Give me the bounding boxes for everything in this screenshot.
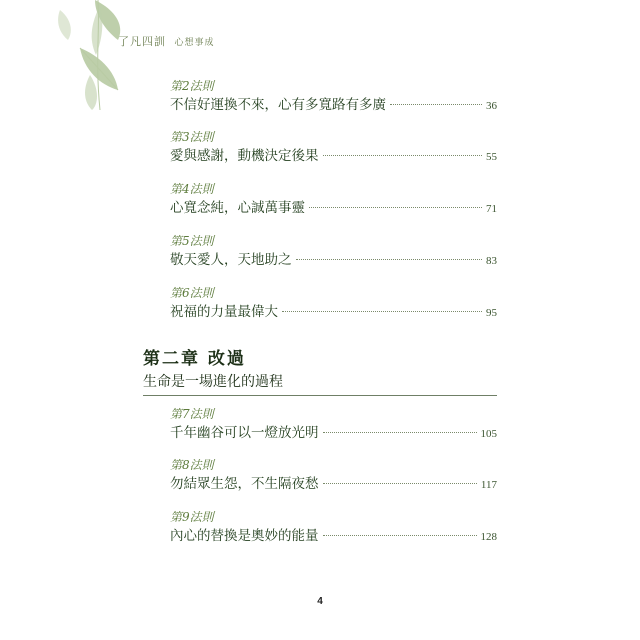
chapter-heading[interactable] bbox=[143, 347, 497, 396]
toc-line bbox=[170, 474, 497, 494]
toc-line bbox=[170, 146, 497, 166]
dot-leader bbox=[296, 259, 483, 260]
entry-title: 心寬念純，心誠萬事靈 bbox=[170, 200, 305, 216]
toc-entry-law-6[interactable] bbox=[170, 284, 497, 322]
law-label: 第8法則 bbox=[170, 458, 214, 472]
toc-line bbox=[170, 250, 497, 270]
dot-leader bbox=[309, 207, 482, 208]
page-ref: 83 bbox=[486, 255, 497, 267]
entry-title: 內心的替換是奧妙的能量 bbox=[170, 528, 319, 544]
law-label: 第9法則 bbox=[170, 510, 214, 524]
entry-title: 勿結眾生怨，不生隔夜愁 bbox=[170, 476, 319, 492]
chapter-title: 第二章 改過 bbox=[143, 349, 246, 369]
toc-entry-law-5[interactable] bbox=[170, 232, 497, 270]
law-label: 第3法則 bbox=[170, 130, 214, 144]
book-subtitle: 心想事成 bbox=[174, 38, 215, 48]
entry-title: 敬天愛人，天地助之 bbox=[170, 252, 292, 268]
page-ref: 55 bbox=[486, 151, 497, 163]
law-label: 第6法則 bbox=[170, 286, 214, 300]
page-ref: 95 bbox=[486, 307, 497, 319]
toc-line bbox=[170, 302, 497, 322]
entry-title: 不信好運換不來，心有多寬路有多廣 bbox=[170, 97, 386, 113]
law-label: 第4法則 bbox=[170, 182, 214, 196]
toc-entry-law-8[interactable] bbox=[170, 456, 497, 494]
page-number: 4 bbox=[317, 596, 323, 607]
entry-title: 千年幽谷可以一燈放光明 bbox=[170, 425, 319, 441]
page-ref: 71 bbox=[486, 203, 497, 215]
dot-leader bbox=[282, 311, 482, 312]
toc-line bbox=[170, 526, 497, 546]
page-ref: 36 bbox=[486, 100, 497, 112]
toc-entry-law-9[interactable] bbox=[170, 508, 497, 546]
entry-title: 祝福的力量最偉大 bbox=[170, 304, 278, 320]
law-label: 第2法則 bbox=[170, 79, 214, 93]
toc-entry-law-7[interactable] bbox=[170, 405, 497, 443]
toc-line bbox=[170, 423, 497, 443]
law-label: 第5法則 bbox=[170, 234, 214, 248]
page-ref: 105 bbox=[480, 428, 497, 440]
toc-line bbox=[170, 95, 497, 115]
dot-leader bbox=[323, 483, 477, 484]
chapter-subtitle: 生命是一場進化的過程 bbox=[143, 371, 497, 396]
toc-entry-law-3[interactable] bbox=[170, 128, 497, 166]
toc-entry-law-4[interactable] bbox=[170, 180, 497, 218]
dot-leader bbox=[323, 432, 477, 433]
law-label: 第7法則 bbox=[170, 407, 214, 421]
page-ref: 117 bbox=[480, 479, 497, 491]
dot-leader bbox=[390, 104, 482, 105]
dot-leader bbox=[323, 155, 483, 156]
toc-entry-law-2[interactable] bbox=[170, 77, 497, 115]
running-header bbox=[118, 33, 215, 49]
entry-title: 愛與感謝，動機決定後果 bbox=[170, 148, 319, 164]
dot-leader bbox=[323, 535, 477, 536]
book-title: 了凡四訓 bbox=[118, 35, 166, 48]
page-ref: 128 bbox=[480, 531, 497, 543]
toc-line bbox=[170, 198, 497, 218]
leaf-decoration-icon bbox=[0, 0, 150, 110]
